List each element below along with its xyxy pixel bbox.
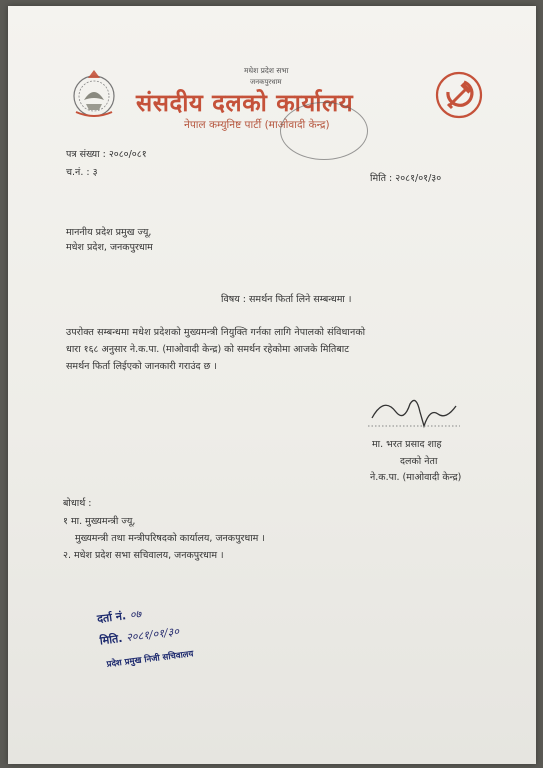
miti-label: मिति. [99,631,124,648]
body-line2: धारा १६८ अनुसार ने.क.पा. (माओवादी केन्द्र) को समर्थन रहेकोमा आजके मितिबाट [66,344,350,355]
handwritten-signature [364,390,464,430]
reference-number: पत्र संख्या : २०८०/०८१ [66,149,147,160]
cc-item-2: २. मधेश प्रदेश सभा सचिवालय, जनकपुरधाम । [63,550,224,561]
miti-value: २०८१/०१/३० [125,624,180,645]
cc-item-1-detail: मुख्यमन्त्री तथा मन्त्रीपरिषदको कार्यालय, जनकपुरधाम । [75,533,265,544]
darta-row [96,606,142,626]
stamp-top-line1: मधेश प्रदेश सभा [244,66,289,75]
stamp-office: प्रदेश प्रमुख निजी सचिवालय [106,649,195,670]
subject-line: विषय : समर्थन फिर्ता लिने सम्बन्धमा । [221,294,352,305]
recipient-line1: माननीय प्रदेश प्रमुख ज्यू, [66,227,152,238]
darta-label: दर्ता नं. [96,609,127,626]
body-line3: समर्थन फिर्ता लिईएको जानकारी गराउंद छ । [66,361,217,372]
recipient-line2: मधेश प्रदेश, जनकपुरधाम [66,242,153,253]
cc-item-1: १ मा. मुख्यमन्त्री ज्यू, [63,516,136,527]
signatory-name: मा. भरत प्रसाद शाह [372,439,442,450]
stamp-top-line2: जनकपुरधाम [250,78,282,86]
signatory-party: ने.क.पा. (माओवादी केन्द्र) [370,472,462,483]
nepal-emblem-icon [66,66,122,122]
round-stamp [280,102,368,160]
received-stamp [94,596,219,692]
hammer-sickle-icon [434,70,484,120]
party-name: नेपाल कम्युनिष्ट पार्टी (माओवादी केन्द्र) [184,119,330,131]
body-line1: उपरोक्त सम्बन्धमा मधेश प्रदेशको मुख्यमन्त्री नियुक्ति गर्नका लागि नेपालको संविधानको [66,327,366,338]
miti-row [99,624,180,649]
dispatch-number: च.नं. : ३ [66,167,98,178]
office-title: संसदीय दलको कार्यालय [136,89,354,117]
cc-heading: बोधार्थ : [63,498,92,509]
letter-date: मिति : २०८१/०१/३० [370,173,442,184]
letter-page [8,6,536,764]
signatory-role: दलको नेता [400,456,438,467]
darta-value: ०७ [129,607,142,622]
